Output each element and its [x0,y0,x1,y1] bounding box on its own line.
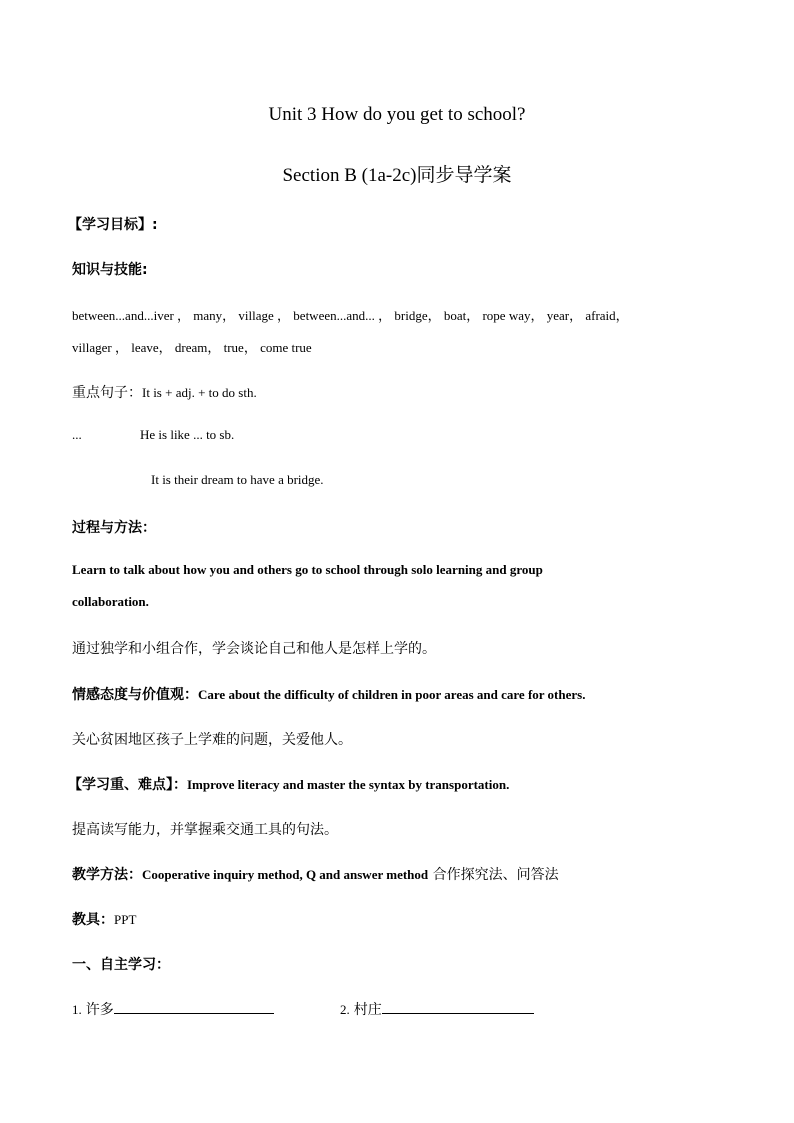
sentence-3: It is their dream to have a bridge. [151,472,324,487]
key-points-en: Improve literacy and master the syntax by transportation. [187,777,510,792]
answer-blank[interactable] [382,999,534,1014]
method-row [72,864,559,884]
exercise-number: 2. [340,1002,350,1017]
process-en-line-2: collaboration. [72,594,149,609]
page-subtitle: Section B (1a-2c)同步导学案 [282,165,512,186]
vocab-line-2: villager ， leave， dream， true， come true [72,340,312,355]
key-points-row [68,774,509,794]
tools-value: PPT [114,912,137,927]
tools-row [72,909,136,929]
emotion-cn: 关心贫困地区孩子上学难的问题，关爱他人。 [72,732,352,748]
sentence-2-prefix: ... [72,427,82,442]
exercise-word: 许多 [85,1002,114,1018]
vocab-line-1: between...and...iver ， many， village ， between...and... ， bridge， boat， rope way， year， afraid， [72,308,629,323]
sentence-2: He is like ... to sb. [140,427,235,442]
exercise-word: 村庄 [353,1002,382,1018]
emotion-en: Care about the difficulty of children in poor areas and care for others. [198,687,586,702]
process-cn: 通过独学和小组合作，学会谈论自己和他人是怎样上学的。 [72,641,436,657]
key-points-cn: 提高读写能力，并掌握乘交通工具的句法。 [72,822,338,838]
method-en: Cooperative inquiry method, Q and answer method [142,867,429,882]
objectives-heading: 【学习目标】: [68,217,158,233]
key-sentence-row [72,382,257,402]
self-study-heading: 一、自主学习： [72,957,170,973]
key-points-label: 【学习重、难点】： [68,777,187,793]
exercise-item-2 [340,999,534,1019]
exercise-item-1 [72,999,274,1019]
answer-blank[interactable] [114,999,274,1014]
process-heading: 过程与方法： [72,520,156,536]
method-label: 教学方法： [72,867,142,883]
emotion-row [72,684,585,704]
process-en-line-1: Learn to talk about how you and others go to school through solo learning and group [72,562,543,577]
tools-label: 教具： [72,912,114,928]
emotion-label: 情感态度与价值观： [72,687,198,703]
knowledge-heading: 知识与技能: [72,262,148,278]
method-cn: 合作探究法、问答法 [428,867,559,883]
exercise-number: 1. [72,1002,82,1017]
page-title: Unit 3 How do you get to school? [268,104,526,125]
sentence-1: It is + adj. + to do sth. [142,385,257,400]
key-sentences-label: 重点句子： [72,385,142,401]
